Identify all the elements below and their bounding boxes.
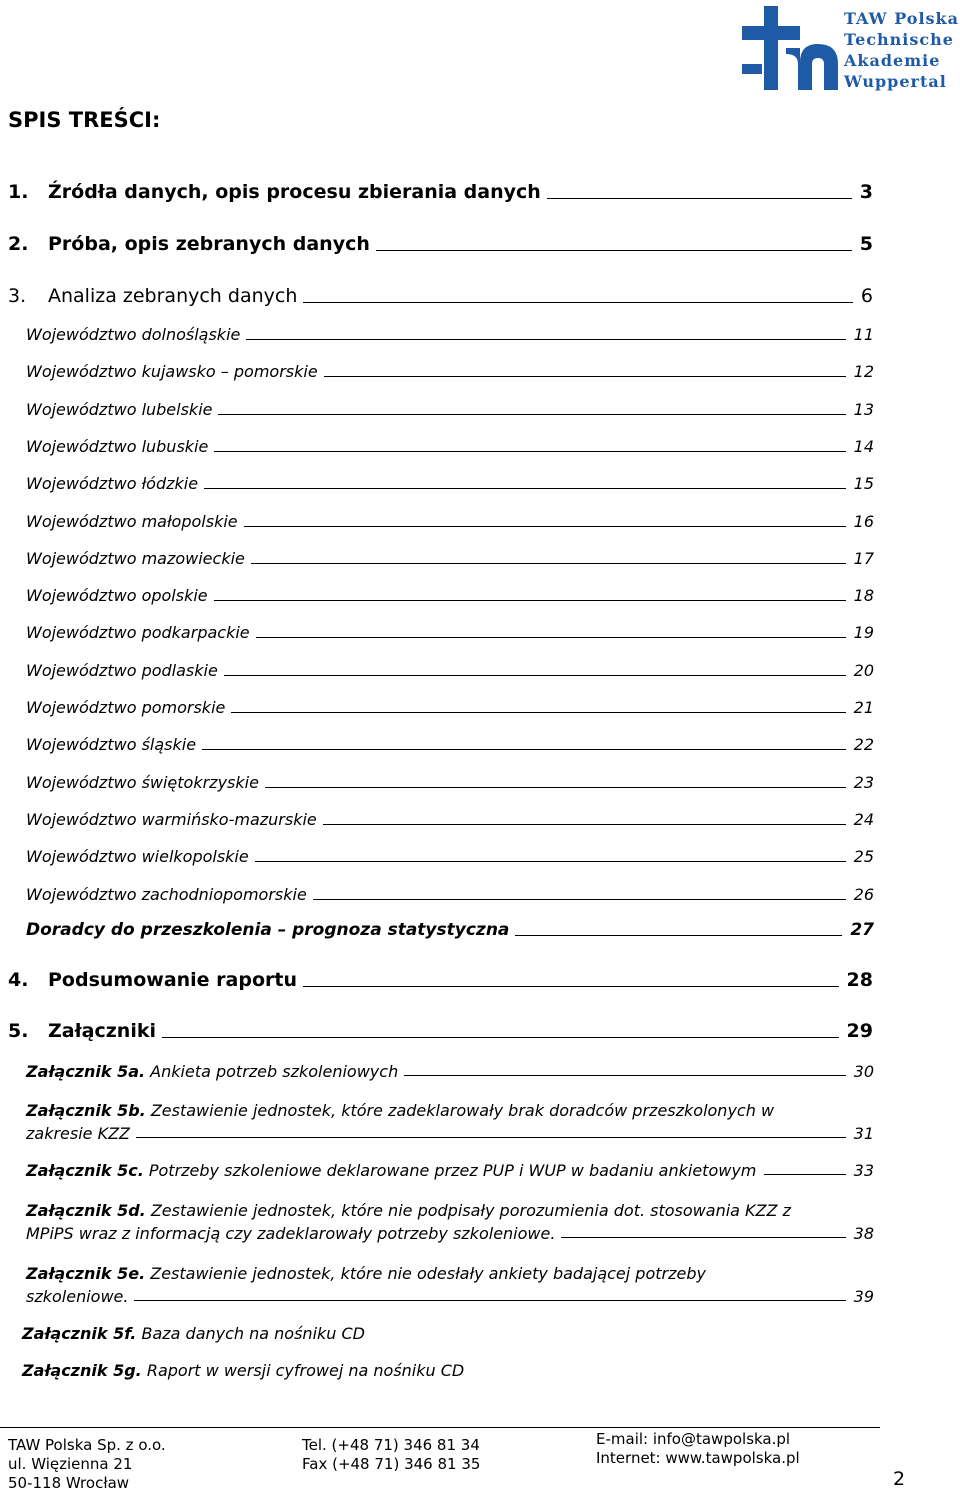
footer-fax: Fax (+48 71) 346 81 35 [302, 1455, 481, 1473]
toc-entry-voivodeship[interactable] [26, 437, 874, 456]
toc-title: SPIS TREŚCI: [8, 108, 161, 132]
entry-label: Województwo warmińsko-mazurskie [26, 810, 317, 829]
leader-line [255, 861, 846, 862]
entry-page: 3 [859, 181, 873, 203]
attachment-title-cont: MPiPS wraz z informacją czy zadeklarowały potrzeby szkoleniowe. [26, 1224, 556, 1243]
entry-label: Województwo wielkopolskie [26, 847, 249, 866]
leader-line [303, 986, 839, 987]
attachment-code: Załącznik 5a. [26, 1062, 146, 1081]
leader-line [265, 787, 846, 788]
entry-number: 1. [8, 181, 29, 203]
toc-attachment-5b[interactable] [26, 1098, 874, 1143]
toc-entry-voivodeship[interactable] [26, 474, 874, 493]
leader-line [313, 899, 846, 900]
footer-website-link[interactable]: Internet: www.tawpolska.pl [596, 1449, 800, 1467]
entry-page: 12 [853, 362, 874, 381]
entry-label: Województwo zachodniopomorskie [26, 885, 307, 904]
entry-label: Województwo opolskie [26, 586, 208, 605]
toc-attachment-5d[interactable] [26, 1198, 874, 1243]
attachment-code: Załącznik 5b. [26, 1101, 146, 1120]
toc-entry-voivodeship[interactable] [26, 623, 874, 642]
entry-label: Województwo podlaskie [26, 661, 218, 680]
attachment-title-cont: zakresie KZZ [26, 1124, 131, 1143]
leader-line [214, 600, 846, 601]
logo-line: Akademie [844, 51, 941, 70]
entry-page: 17 [853, 549, 874, 568]
leader-line [202, 749, 846, 750]
toc-entry-voivodeship[interactable] [26, 362, 874, 381]
leader-line [251, 563, 846, 564]
attachment-code: Załącznik 5c. [26, 1161, 144, 1180]
attachment-title-cont: szkoleniowe. [26, 1287, 129, 1306]
toc-entry-voivodeship[interactable] [26, 325, 874, 344]
entry-label: Próba, opis zebranych danych [48, 233, 370, 255]
footer-city: 50-118 Wrocław [8, 1474, 130, 1492]
entry-label: Województwo łódzkie [26, 474, 199, 493]
entry-number: 2. [8, 233, 29, 255]
leader-line [376, 250, 852, 251]
entry-label: Analiza zebranych danych [48, 285, 298, 307]
logo-wordmark [844, 8, 960, 92]
logo-line: Wuppertal [844, 72, 947, 91]
toc-entry-voivodeship[interactable] [26, 773, 874, 792]
entry-label: Podsumowanie raportu [48, 969, 298, 991]
attachment-code: Załącznik 5g. [22, 1361, 142, 1380]
leader-line [218, 414, 845, 415]
footer-contact [596, 1430, 800, 1468]
attachment-title: Zestawienie jednostek, które zadeklarowały brak doradców przeszkolonych w [145, 1101, 775, 1120]
toc-entry-voivodeship[interactable] [26, 512, 874, 531]
entry-page: 31 [853, 1124, 874, 1143]
toc-entry-voivodeship[interactable] [26, 735, 874, 754]
toc-entry-1[interactable] [8, 181, 873, 203]
toc-attachment-5a[interactable] [26, 1062, 874, 1081]
logo-line: TAW Polska [844, 9, 959, 28]
entry-page: 18 [853, 586, 874, 605]
toc-entry-voivodeship[interactable] [26, 698, 874, 717]
footer-email-link[interactable]: E-mail: info@tawpolska.pl [596, 1430, 791, 1448]
leader-line [303, 302, 853, 303]
entry-page: 20 [853, 661, 874, 680]
footer-tel: Tel. (+48 71) 346 81 34 [302, 1436, 480, 1454]
leader-line [764, 1174, 845, 1175]
entry-page: 38 [853, 1224, 874, 1243]
entry-page: 15 [853, 474, 874, 493]
leader-line [561, 1237, 845, 1238]
entry-number: 3. [8, 285, 27, 307]
logo-line: Technische [844, 30, 954, 49]
toc-entry-voivodeship[interactable] [26, 400, 874, 419]
entry-page: 22 [853, 735, 874, 754]
attachment-title: Zestawienie jednostek, które nie podpisały porozumienia dot. stosowania KZZ z [145, 1201, 791, 1220]
toc-entry-3[interactable] [8, 285, 873, 307]
toc-attachment-5f[interactable] [22, 1324, 365, 1343]
leader-line [244, 526, 846, 527]
leader-line [214, 451, 845, 452]
entry-page: 24 [853, 810, 874, 829]
toc-entry-voivodeship[interactable] [26, 586, 874, 605]
footer-company: TAW Polska Sp. z o.o. [8, 1436, 166, 1454]
toc-entry-voivodeship[interactable] [26, 847, 874, 866]
entry-page: 5 [859, 233, 873, 255]
attachment-title: Ankieta potrzeb szkoleniowych [145, 1062, 399, 1081]
leader-line [136, 1137, 846, 1138]
toc-entry-voivodeship[interactable] [26, 549, 874, 568]
entry-page: 23 [853, 773, 874, 792]
footer-address [8, 1436, 166, 1493]
entry-label: Źródła danych, opis procesu zbierania danych [48, 181, 541, 203]
entry-label: Województwo podkarpackie [26, 623, 250, 642]
leader-line [515, 935, 842, 936]
entry-page: 16 [853, 512, 874, 531]
entry-page: 26 [853, 885, 874, 904]
entry-page: 13 [853, 400, 874, 419]
toc-entry-voivodeship[interactable] [26, 885, 874, 904]
attachment-title: Potrzeby szkoleniowe deklarowane przez PUP i WUP w badaniu ankietowym [143, 1161, 757, 1180]
entry-page: 11 [853, 325, 874, 344]
leader-line [204, 488, 846, 489]
entry-page: 27 [850, 920, 874, 940]
entry-label: Województwo kujawsko – pomorskie [26, 362, 318, 381]
toc-attachment-5e[interactable] [26, 1261, 874, 1306]
toc-entry-voivodeship[interactable] [26, 810, 874, 829]
entry-label: Województwo lubelskie [26, 400, 213, 419]
toc-attachment-5c[interactable] [26, 1161, 874, 1180]
attachment-title: Raport w wersji cyfrowej na nośniku CD [141, 1361, 465, 1380]
leader-line [134, 1300, 845, 1301]
entry-number: 4. [8, 969, 29, 991]
entry-label: Województwo pomorskie [26, 698, 226, 717]
attachment-title: Baza danych na nośniku CD [136, 1324, 365, 1343]
leader-line [231, 712, 845, 713]
entry-page: 25 [853, 847, 874, 866]
leader-line [256, 637, 846, 638]
leader-line [162, 1037, 839, 1038]
entry-label: Województwo śląskie [26, 735, 197, 754]
toc-entry-2[interactable] [8, 233, 873, 255]
entry-label: Województwo małopolskie [26, 512, 238, 531]
attachment-code: Załącznik 5e. [26, 1264, 146, 1283]
toc-attachment-5g[interactable] [22, 1361, 464, 1380]
entry-page: 30 [853, 1062, 874, 1081]
entry-label: Województwo lubuskie [26, 437, 209, 456]
entry-page: 21 [853, 698, 874, 717]
entry-page: 33 [853, 1161, 874, 1180]
attachment-title: Zestawienie jednostek, które nie odesłały ankiety badającej potrzeby [145, 1264, 706, 1283]
leader-line [323, 824, 846, 825]
leader-line [224, 675, 846, 676]
leader-line [324, 376, 846, 377]
toc-entry-advisors[interactable] [26, 920, 874, 940]
taw-logo-icon [742, 4, 842, 96]
entry-page: 39 [853, 1287, 874, 1306]
toc-entry-5[interactable] [8, 1020, 873, 1042]
leader-line [404, 1075, 845, 1076]
leader-line [547, 198, 852, 199]
entry-page: 14 [853, 437, 874, 456]
entry-page: 29 [846, 1020, 873, 1042]
company-logo [742, 4, 958, 96]
entry-page: 28 [846, 969, 873, 991]
footer-street: ul. Więzienna 21 [8, 1455, 133, 1473]
leader-line [246, 339, 845, 340]
toc-entry-voivodeship[interactable] [26, 661, 874, 680]
entry-page: 6 [860, 285, 873, 307]
footer-divider [0, 1427, 880, 1428]
entry-page: 19 [853, 623, 874, 642]
attachment-code: Załącznik 5d. [26, 1201, 146, 1220]
footer-phone [302, 1436, 480, 1474]
entry-label: Województwo mazowieckie [26, 549, 245, 568]
entry-label: Województwo dolnośląskie [26, 325, 241, 344]
attachment-code: Załącznik 5f. [22, 1324, 137, 1343]
entry-label: Doradcy do przeszkolenia – prognoza statystyczna [26, 920, 510, 940]
entry-label: Załączniki [48, 1020, 156, 1042]
entry-number: 5. [8, 1020, 29, 1042]
entry-label: Województwo świętokrzyskie [26, 773, 259, 792]
page-number: 2 [893, 1468, 906, 1490]
toc-entry-4[interactable] [8, 969, 873, 991]
